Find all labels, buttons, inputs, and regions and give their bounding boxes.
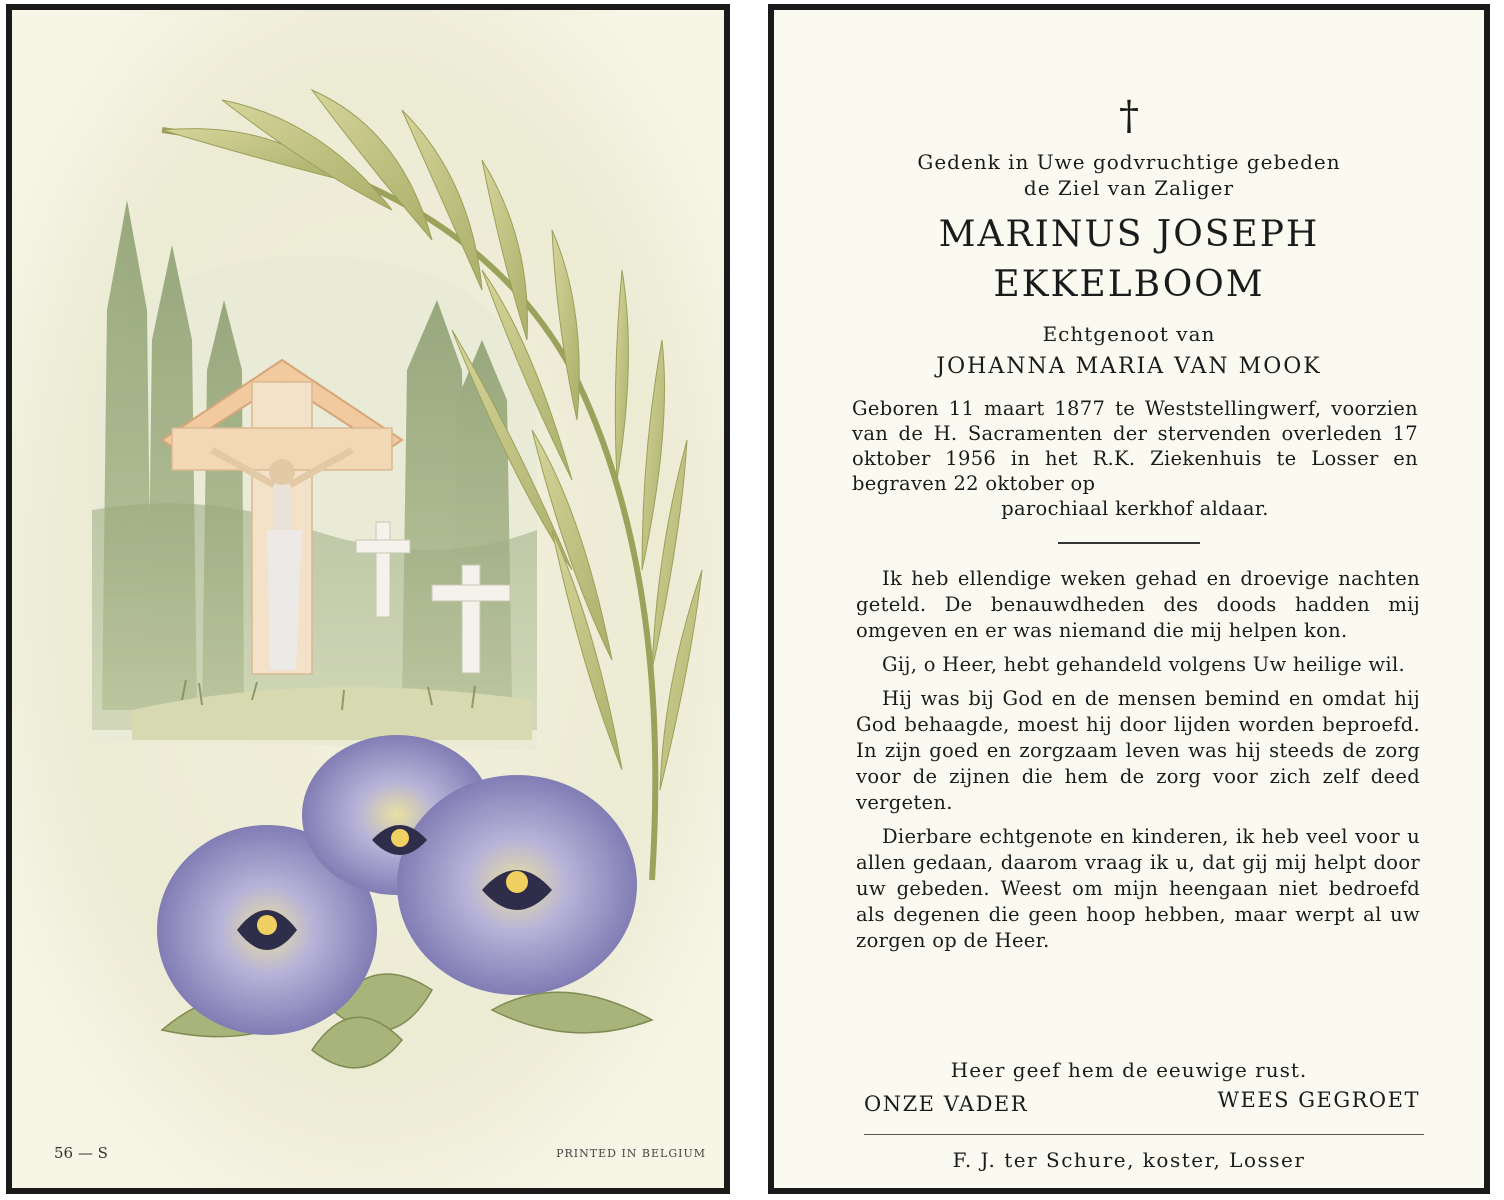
- biography-text: Geboren 11 maart 1877 te Weststellingwerf, voorzien van de H. Sacramenten der stervenden overleden 17 oktober 1956 in het R.K. Ziekenhuis te Losser en begraven 22 oktober op: [852, 397, 1418, 495]
- front-card: [6, 4, 730, 1194]
- verse-paragraph: Gij, o Heer, hebt gehandeld volgens Uw heilige wil.: [882, 653, 1405, 676]
- card-code: 56 — S: [54, 1144, 108, 1162]
- spouse-label: Echtgenoot van: [1042, 322, 1216, 346]
- prayer-our-father: ONZE VADER: [864, 1092, 1029, 1116]
- footer-rule: [864, 1134, 1424, 1135]
- spouse-name: JOHANNA MARIA VAN MOOK: [936, 354, 1322, 379]
- cross-icon: †: [1119, 93, 1139, 139]
- divider: [1058, 542, 1200, 544]
- deceased-name-line-2: EKKELBOOM: [993, 264, 1265, 305]
- deceased-name-line-1: MARINUS JOSEPH: [938, 214, 1320, 255]
- memorial-text: [774, 10, 1484, 1188]
- memorial-verse: [856, 566, 1420, 962]
- sexton-credit: F. J. ter Schure, koster, Losser: [952, 1148, 1306, 1172]
- prayer-hail-mary: WEES GEGROET: [1217, 1088, 1420, 1112]
- verse-paragraph: Ik heb ellendige weken gehad en droevige nachten geteld. De benauwdheden des doods hadden mij omgeven en er was niemand die mij helpen kon.: [856, 567, 1420, 642]
- biography-last-line: parochiaal kerkhof aldaar.: [1001, 497, 1269, 520]
- verse-paragraph: Hij was bij God en de mensen bemind en omdat hij God behaagde, moest hij door lijden worden beproefd. In zijn goed en zorgzaam leven was hij steeds de zorg voor de zijnen die hem de zorg voor zich zelf deed vergeten.: [856, 687, 1420, 814]
- printed-in-label: PRINTED IN BELGIUM: [556, 1147, 706, 1160]
- back-card: [768, 4, 1490, 1194]
- devotional-illustration: [12, 10, 724, 1188]
- closing-prayer: Heer geef hem de eeuwige rust.: [950, 1058, 1308, 1082]
- verse-paragraph: Dierbare echtgenote en kinderen, ik heb veel voor u allen gedaan, daarom vraag ik u, dat gij mij helpt door uw gebeden. Weest om mijn heengaan niet bedroefd als degenen die geen hoop hebben, maar werpt al uw zorgen op de Heer.: [856, 825, 1420, 952]
- intro-line-1: Gedenk in Uwe godvruchtige gebeden: [917, 150, 1341, 174]
- biography: [852, 396, 1418, 521]
- intro-line-2: de Ziel van Zaliger: [1023, 176, 1235, 200]
